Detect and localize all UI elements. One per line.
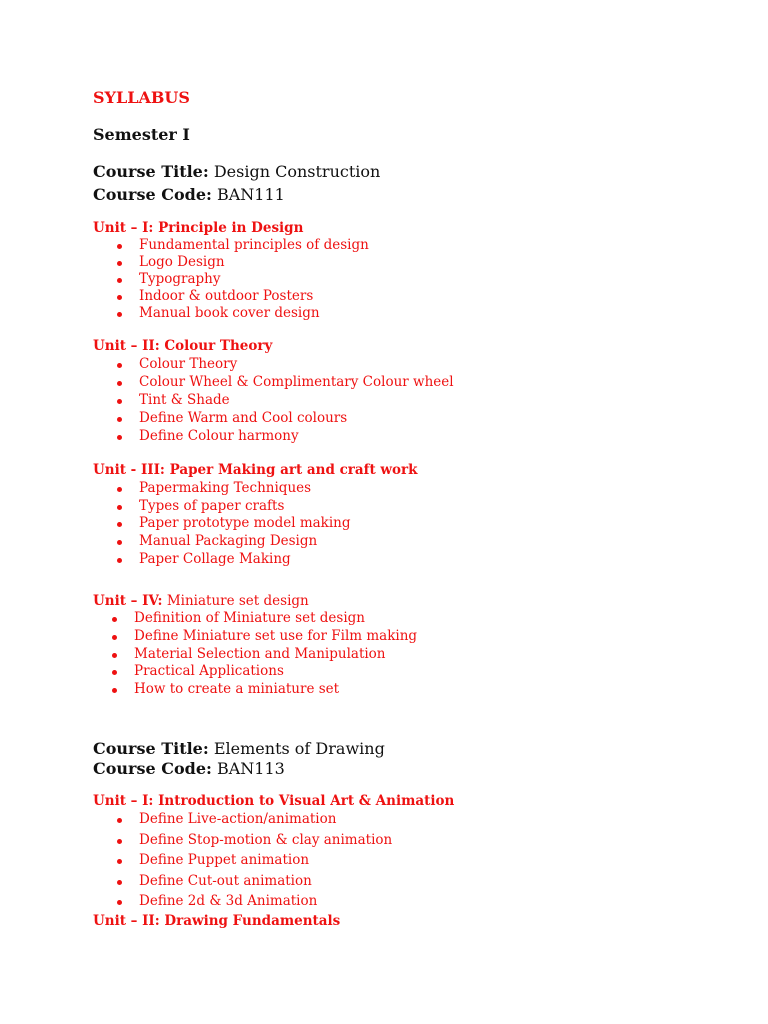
bullet-icon [117,487,122,492]
list-item: Define Cut-out animation [139,873,312,889]
course-title-label: Course Title: [93,739,209,758]
bullet-icon [117,900,122,905]
list-item: Define Stop-motion & clay animation [139,832,393,848]
list-item: Define Puppet animation [139,852,310,868]
bullet-icon [112,670,117,675]
list-item: Material Selection and Manipulation [134,646,386,662]
bullet-icon [117,839,122,844]
course-code-label: Course Code: [93,759,212,778]
bullet-icon [117,363,122,368]
bullet-icon [117,381,122,386]
bullet-icon [117,880,122,885]
unit-heading: Unit – I: Introduction to Visual Art & Animation [93,793,455,809]
course-code-value: BAN113 [211,759,285,778]
course-title-value: Design Construction [208,162,381,181]
syllabus-title: SYLLABUS [93,88,190,107]
bullet-icon [117,818,122,823]
bullet-icon [112,617,117,622]
list-item: Paper prototype model making [139,515,351,531]
unit-heading-label: Unit – IV: [93,593,163,609]
bullet-icon [117,295,122,300]
course-1-code-line [93,185,285,204]
list-item: Fundamental principles of design [139,237,369,253]
list-item: Manual Packaging Design [139,533,318,549]
unit-heading: Unit – I: Principle in Design [93,220,304,236]
bullet-icon [117,261,122,266]
bullet-icon [117,522,122,527]
list-item: How to create a miniature set [134,681,340,697]
list-item: Define 2d & 3d Animation [139,893,318,909]
bullet-icon [117,244,122,249]
bullet-icon [117,417,122,422]
bullet-icon [117,540,122,545]
list-item: Typography [139,271,221,287]
unit-heading: Unit – II: Drawing Fundamentals [93,913,341,929]
list-item: Logo Design [139,254,225,270]
bullet-icon [117,312,122,317]
list-item: Types of paper crafts [139,498,285,514]
unit-heading: Unit – II: Colour Theory [93,338,273,354]
course-2-code-line [93,759,285,778]
list-item: Define Warm and Cool colours [139,410,348,426]
bullet-icon [117,558,122,563]
list-item: Colour Theory [139,356,238,372]
list-item: Tint & Shade [139,392,230,408]
list-item: Practical Applications [134,663,284,679]
list-item: Define Live-action/animation [139,811,337,827]
list-item: Paper Collage Making [139,551,291,567]
unit-heading [93,593,309,609]
list-item: Colour Wheel & Complimentary Colour wheel [139,374,454,390]
semester-heading: Semester I [93,125,190,144]
bullet-icon [117,859,122,864]
bullet-icon [112,635,117,640]
course-1-title-line [93,162,380,181]
list-item: Manual book cover design [139,305,320,321]
bullet-icon [112,688,117,693]
list-item: Define Miniature set use for Film making [134,628,418,644]
course-title-value: Elements of Drawing [208,739,385,758]
list-item: Papermaking Techniques [139,480,312,496]
course-code-label: Course Code: [93,185,212,204]
bullet-icon [112,653,117,658]
list-item: Define Colour harmony [139,428,299,444]
unit-heading-title: Miniature set design [162,593,309,609]
bullet-icon [117,278,122,283]
list-item: Indoor & outdoor Posters [139,288,314,304]
course-title-label: Course Title: [93,162,209,181]
bullet-icon [117,435,122,440]
list-item: Definition of Miniature set design [134,610,366,626]
bullet-icon [117,505,122,510]
course-code-value: BAN111 [211,185,285,204]
bullet-icon [117,399,122,404]
unit-heading: Unit - III: Paper Making art and craft work [93,462,418,478]
course-2-title-line [93,739,385,758]
